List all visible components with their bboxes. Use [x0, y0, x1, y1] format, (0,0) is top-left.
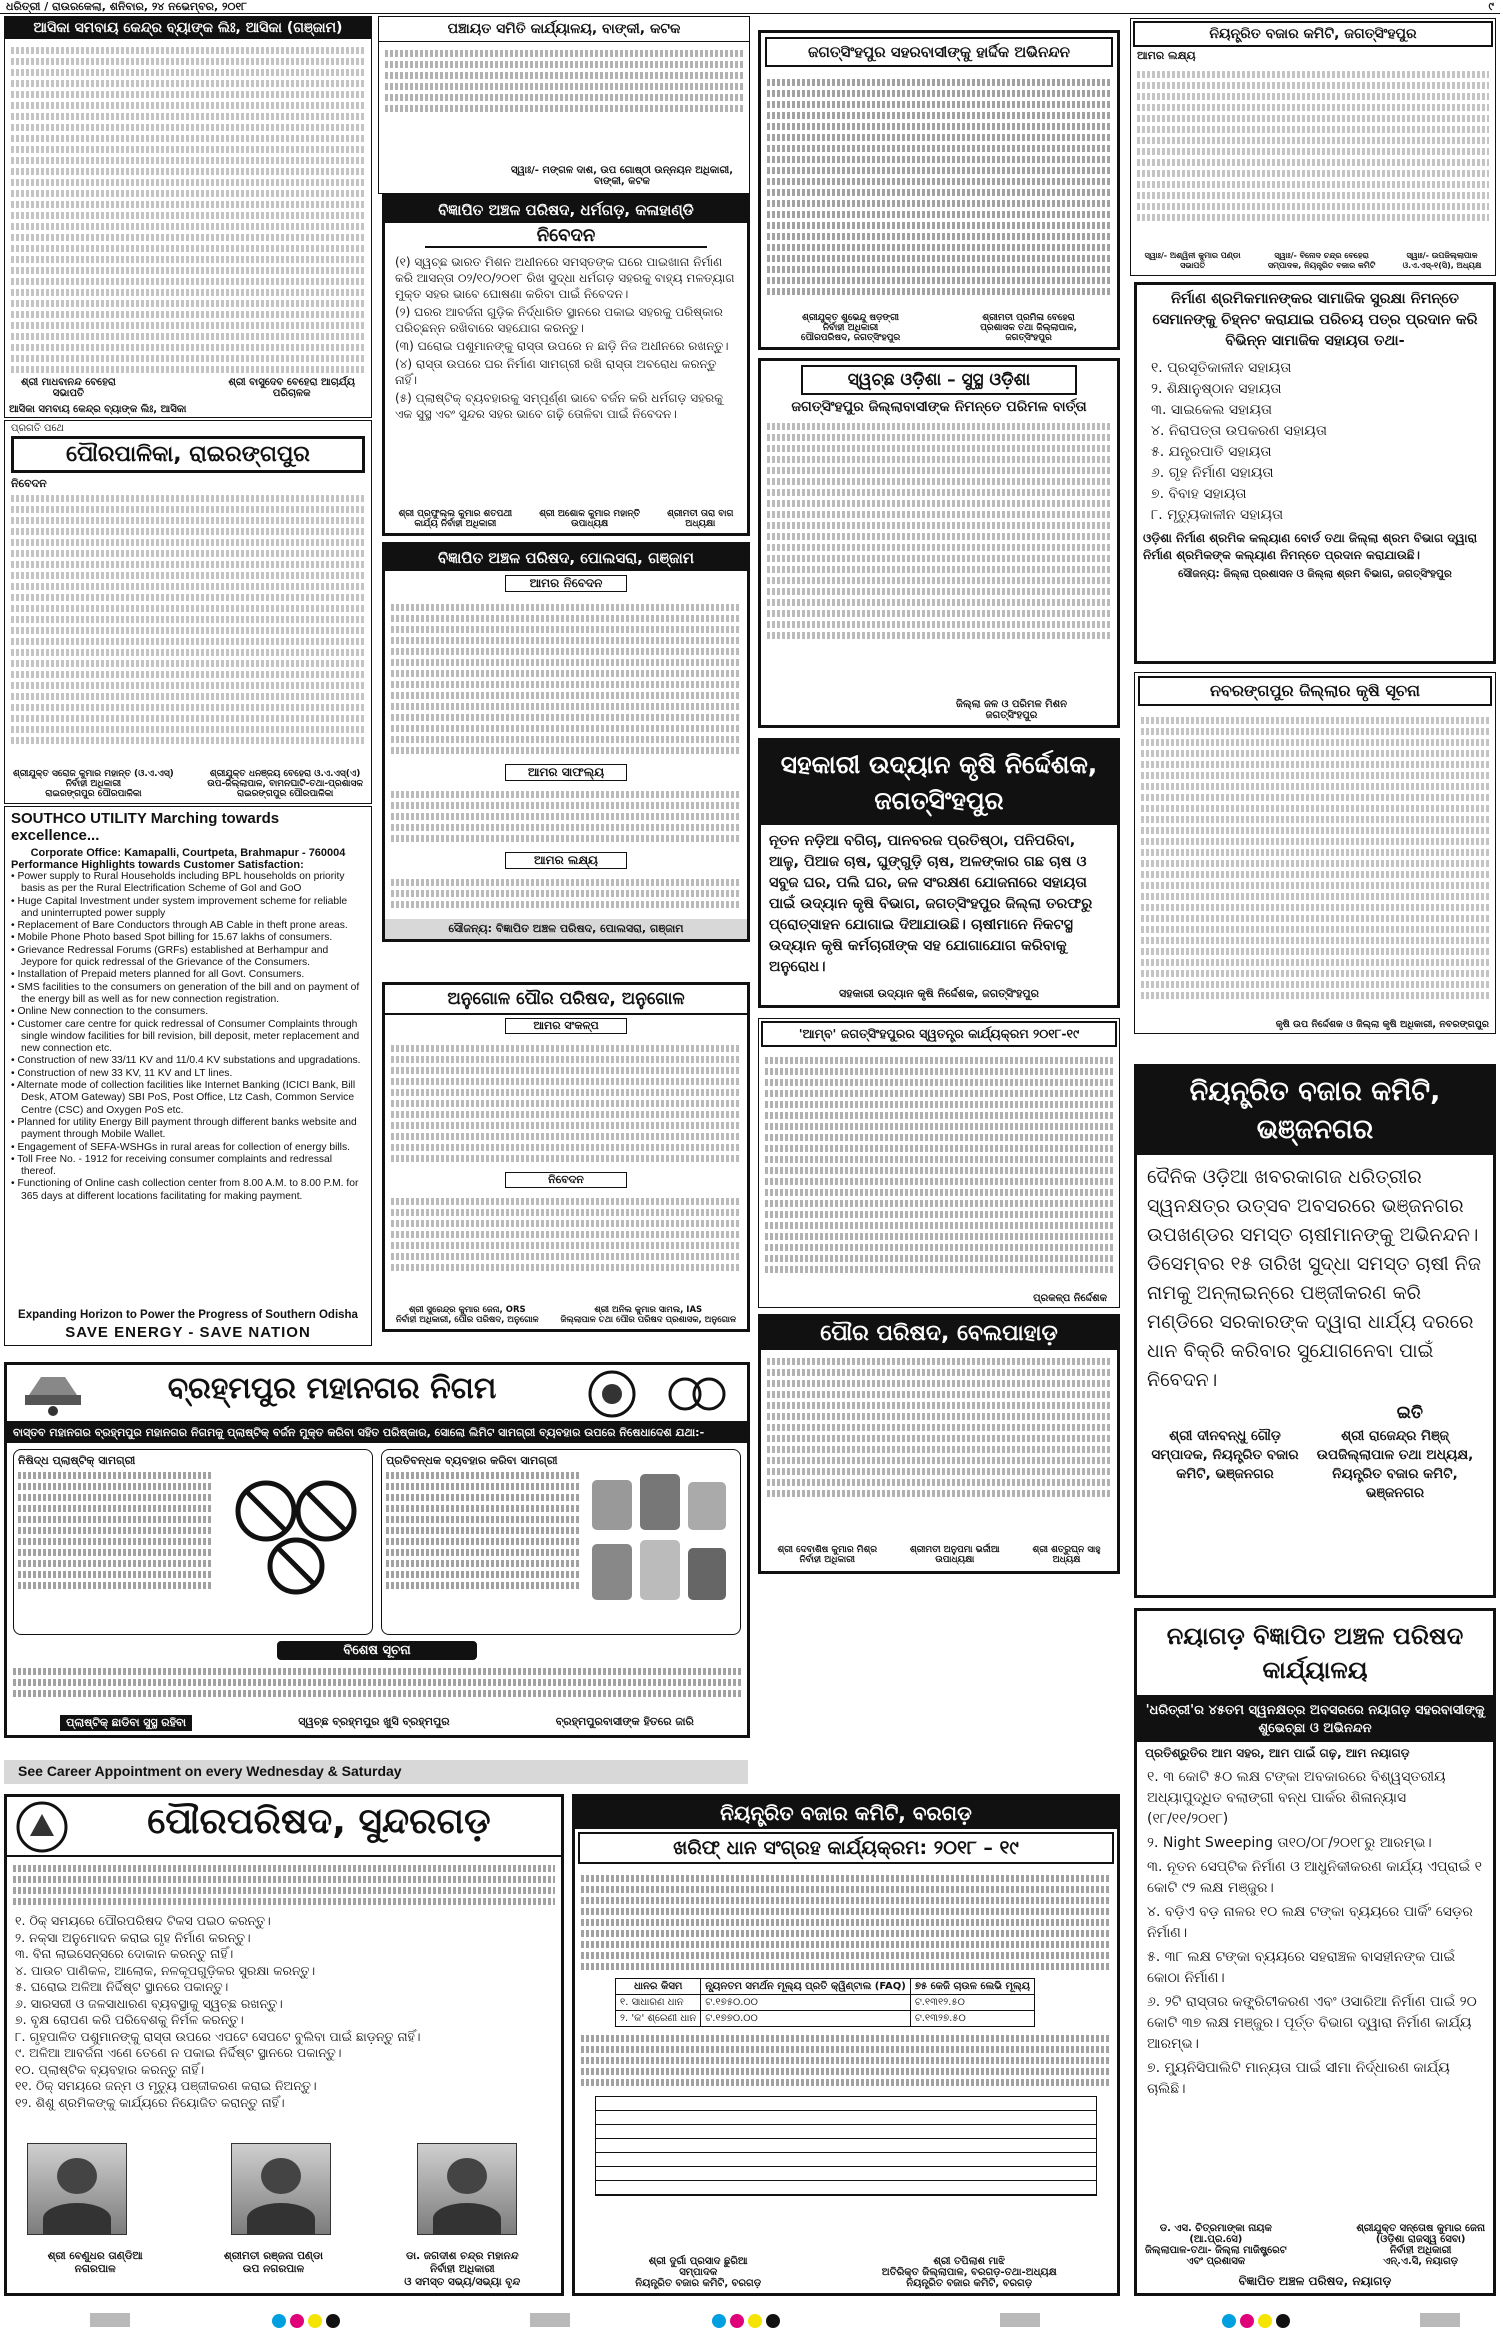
achievement-item: ୭. ମ୍ୟୁନିସିପାଲିଟି ମାନ୍ୟତା ପାଇଁ ସୀମା ନିର୍ଦ୍ଧାରଣ କାର୍ଯ୍ୟ ଚାଲିଛି। [1147, 2060, 1450, 2097]
highlight-item: • Planned for utility Energy Bill payment through different banks website and payment through Mobile Wallet. [11, 1116, 357, 1141]
ad-title: 'ଆମ୍ବ' ଜଗତ୍ସିଂହପୁରର ସ୍ୱତନ୍ତ୍ର କାର୍ଯ୍ୟକ୍ରମ ୨୦୧୮-୧୯ [761, 1021, 1117, 1047]
ad-title: ବିଜ୍ଞାପିତ ଅଞ୍ଚଳ ପରିଷଦ, ଧର୍ମଗଡ଼, କଳାହାଣ୍ଡି [385, 197, 747, 223]
person-2: ଶ୍ରୀମତୀ ରଞ୍ଜନା ପଣ୍ଡା ଉପ ନଗରପାଳ [223, 2250, 324, 2275]
assistance-list [1137, 356, 1493, 528]
ad-body: ନୂତନ ନଡ଼ିଆ ବଗିଚା, ପାନବରଜ ପ୍ରତିଷ୍ଠା, ପନିପରିବା, ଆଳୁ, ପିଆଜ ଚାଷ, ଘୁଙ୍ଗୁଡ଼ି ଚାଷ, ଅଳଙ୍କାର ଗଛ ଚାଷ ଓ ସବୁଜ ଘର, ପଲି ଘର, ଜଳ ସଂରକ୍ଷଣ ଯୋଜନାରେ ସହାୟତା ପାଇଁ ଉଦ୍ୟାନ କୃଷି ବିଭାଗ, ଜଗତ୍ସିଂହପୁର ଜିଲ୍ଲା ତରଫରୁ ପ୍ରୋତ୍ସାହନ ଯୋଗାଇ ଦିଆଯାଉଛି। ଚାଷୀମାନେ ନିକଟସ୍ଥ ଉଦ୍ୟାନ କୃଷି କର୍ମଚାରୀଙ୍କ ସହ ଯୋଗାଯୋଗ କରିବାକୁ ଅନୁରୋଧ। [769, 833, 1093, 975]
ad-slogan: SAVE ENERGY - SAVE NATION [65, 1324, 311, 1341]
page-number: ୯ [1488, 0, 1494, 13]
section-heading: ପ୍ରତିବନ୍ଧକ ବ୍ୟବହାର କରିବା ସାମଗ୍ରୀ [386, 1454, 558, 1467]
ad-horticulture [758, 738, 1120, 1008]
highlight-item: • Online New connection to the consumers. [11, 1006, 209, 1018]
achievement-item: ୩. ନୂତନ ସେପ୍ଟିକ ନିର୍ମାଣ ଓ ଆଧୁନିକୀକରଣ କାର୍ଯ୍ୟ ଏପ୍ରାଇଁ ୧ କୋଟି ୯୨ ଲକ୍ଷ ମଞ୍ଜୁର। [1147, 1859, 1482, 1896]
table-header: ନ୍ୟୂନତମ ସମର୍ଥନ ମୂଲ୍ୟ ପ୍ରତି କ୍ୱିଣ୍ଟାଲ (FAQ) [701, 1979, 911, 1995]
notice-item: (୫) ପ୍ଲାଷ୍ଟିକ୍ ବ୍ୟବହାରକୁ ସମ୍ପୂର୍ଣ୍ଣ ଭାବେ ବର୍ଜନ କରି ଧର୍ମଗଡ଼ ସହରକୁ ଏକ ସୁସ୍ଥ ଏବଂ ସୁନ୍ଦର ସହର ଭାବେ ଗଢ଼ି ତୋଳିବା ପାଇଁ ନିବେଦନ। [395, 391, 724, 421]
ad-title: ବ୍ରହ୍ମପୁର ମହାନଗର ନିଗମ [167, 1371, 497, 1406]
achievements-list [1137, 1765, 1493, 2105]
ad-title: ନିୟନ୍ତ୍ରିତ ବଜାର କମିଟି, ବରଗଡ଼ [575, 1797, 1117, 1829]
table-row [616, 1995, 1035, 2011]
footer-slogan-mid: ସ୍ୱଚ୍ଛ ବ୍ରହ୍ମପୁର ଖୁସି ବ୍ରହ୍ମପୁର [298, 1715, 450, 1728]
ad-title: ନିୟନ୍ତ୍ରିତ ବଜାର କମିଟି, ଜଗତ୍ସିଂହପୁର [1133, 21, 1493, 47]
paper-info: ଧରିତ୍ରୀ / ରାଉରକେଲା, ଶନିବାର, ୨୪ ନଭେମ୍ବର, ୨୦୧୮ [6, 0, 247, 13]
print-registration-marks [0, 2310, 1500, 2330]
highlight-item: • SMS facilities to the consumers on generation of the bill and on payment of the energy bill as well as for new connection registration. [11, 981, 360, 1005]
signature-right: ଶ୍ରୀ ବାସୁଦେବ ବେହେରା ଆଚାର୍ଯ୍ୟ ପରିଚାଳକ [228, 377, 355, 399]
ad-swachh-odisha [758, 358, 1120, 728]
ad-body [5, 39, 371, 381]
achievement-item: ୧. ୩ କୋଟି ୫୦ ଲକ୍ଷ ଟଙ୍କା ଅବକାରରେ ବିଶ୍ୱସ୍ତରୀୟ ଅଧ୍ୟାପୁଦ୍ଧିତ ବଲାଙ୍ଗୀ ବନ୍ଧ ପାର୍କର ଶିଳାନ୍ୟାସ (୧୮/୧୧/୨୦୧୮) [1147, 1769, 1446, 1827]
ad-title: ପୌର ପରିଷଦ, ବେଲପାହାଡ଼ [761, 1317, 1117, 1350]
table-cell: ଟ.୧୩୨୭.୫୦ [910, 2011, 1034, 2027]
notice-item: ୫. ଘରୋଇ ଅଳିଆ ନିର୍ଦ୍ଦିଷ୍ଟ ସ୍ଥାନରେ ପକାନ୍ତୁ। [15, 1979, 229, 1994]
notice-item: (୪) ରାସ୍ତା ଉପରେ ଘର ନିର୍ମାଣ ସାମଗ୍ରୀ ରଖି ରାସ୍ତା ଅବରୋଧ କରନ୍ତୁ ନାହିଁ। [395, 357, 717, 387]
notice-item: ୩. ବିନା ଲାଇସେନ୍ସରେ ଦୋକାନ କରନ୍ତୁ ନାହିଁ। [15, 1946, 234, 1961]
signature-1: ସ୍ୱାଃ/- ଅଶ୍ୱିନୀ କୁମାର ପଣ୍ଡା ସଭାପତି [1144, 251, 1241, 270]
ad-aama-program [758, 1018, 1120, 1308]
career-mid: on every [184, 1763, 243, 1779]
table-header: ୭୫ କେଜି ଚାଉଳ ଲେଭି ମୂଲ୍ୟ [910, 1979, 1034, 1995]
table-row [616, 2011, 1035, 2027]
section-heading: ବିଶେଷ ସୂଚନା [277, 1641, 477, 1660]
notice-item: ୪. ପାଉଚ ପାଣିକଳ, ଆଲୋକ, ନଳକୂପଗୁଡ଼ିକର ସୁରକ୍ଷା କରନ୍ତୁ। [15, 1962, 316, 1978]
assistance-item: ୬. ଗୃହ ନିର୍ମାଣ ସହାୟତା [1151, 465, 1274, 481]
assistance-item: ୧. ପ୍ରସୂତିକାଳୀନ ସହାୟତା [1151, 360, 1292, 376]
photo-1 [27, 2143, 127, 2235]
signature-3: ଶ୍ରୀମତୀ ତାରା ବାଗ ଅଧ୍ୟକ୍ଷା [667, 509, 734, 529]
ad-footer: ସହକାରୀ ଉଦ୍ୟାନ କୃଷି ନିର୍ଦ୍ଦେଶକ, ଜଗତ୍ସିଂହପୁର [838, 987, 1039, 1000]
notice-item: ୬. ସାରସରୀ ଓ ଜଳସାଧାରଣ ବ୍ୟବସ୍ଥାକୁ ସ୍ୱଚ୍ଛ ରଖନ୍ତୁ। [15, 1995, 283, 2011]
highlight-item: • Installation of Prepaid meters planned for all Govt. Consumers. [11, 969, 305, 981]
masthead [0, 0, 1500, 14]
alternative-items-icon [584, 1470, 734, 1620]
ad-footer: କୃଷି ଉପ ନିର୍ଦ୍ଦେଶକ ଓ ଜିଲ୍ଲା କୃଷି ଅଧିକାରୀ, ନବରଙ୍ଗପୁର [1275, 1019, 1489, 1030]
ad-footer: ବିଜ୍ଞାପିତ ଅଞ୍ଚଳ ପରିଷଦ, ନୟାଗଡ଼ [1238, 2274, 1392, 2288]
cyan-dot [272, 2314, 286, 2328]
notice-item: ୨. ନକ୍ସା ଅନୁମୋଦନ କରାଇ ଗୃହ ନିର୍ମାଣ କରନ୍ତୁ। [15, 1929, 251, 1945]
section-heading: ଆମର ସଂକଳ୍ପ [505, 1018, 627, 1034]
ad-highlights-head: Performance Highlights towards Customer Satisfaction: [11, 859, 304, 871]
table-cell: ଟ.୧୭୭୦.୦୦ [701, 2011, 911, 2027]
footer-slogan-right: ବ୍ରହ୍ମପୁରବାସୀଙ୍କ ହିତରେ ଜାରି [555, 1715, 694, 1728]
signature-left: ଶ୍ରୀଯୁକ୍ତ ସରୋଜ କୁମାର ମହାନ୍ତ (ଓ.ଏ.ଏସ୍) ନିର୍ବାହୀ ଅଧିକାରୀ ରାଇରଙ୍ଗପୁର ପୌରପାଳିକା [13, 769, 174, 799]
signature-right: ଶ୍ରୀଯୁକ୍ତ ସନ୍ତୋଷ କୁମାର ଜେନା (ଓଡ଼ିଶା ରାଜସ୍ୱ ସେବା) ନିର୍ବାହୀ ଅଧିକାରୀ ଏନ୍.ଏ.ସି, ନୟାଗଡ଼ [1356, 2223, 1485, 2267]
section-heading: ନିଷିଦ୍ଧ ପ୍ଲାଷ୍ଟିକ୍ ସାମଗ୍ରୀ [18, 1454, 136, 1467]
signature-right: ଶ୍ରୀ ଅନିଲ କୁମାର ସାମଲ, IAS ଜିଲ୍ଲାପାଳ ତଥା ପୌର ପରିଷଦ ପ୍ରଶାସକ, ଅନୁଗୋଳ [560, 1305, 737, 1325]
section-heading: ନିବେଦନ [505, 1172, 627, 1188]
notice-item: ୧. ଠିକ୍ ସମୟରେ ପୌରପରିଷଦ ଟିକସ ପଇଠ କରନ୍ତୁ। [15, 1913, 271, 1928]
cyan-dot [712, 2314, 726, 2328]
ad-rairangpur [4, 420, 372, 804]
ad-title: ଜଗତ୍ସିଂହପୁର ସହରବାସୀଙ୍କୁ ହାର୍ଦ୍ଦିକ ଅଭିନନ୍ଦନ [765, 37, 1113, 67]
assistance-item: ୫. ଯନ୍ତ୍ରପାତି ସହାୟତା [1151, 444, 1272, 460]
price-table [615, 1978, 1035, 2027]
career-strip [4, 1760, 748, 1784]
magenta-dot [1240, 2314, 1254, 2328]
ad-signature: ସ୍ୱାଃ/- ମଙ୍ଗଳ ଦାଶ, ଉପ ଗୋଷ୍ଠୀ ଉନ୍ନୟନ ଅଧିକାରୀ, ବାଙ୍କୀ, କଟକ [510, 165, 733, 187]
assistance-item: ୨. ଶିକ୍ଷାନୁଷ୍ଠାନ ସହାୟତା [1151, 381, 1282, 397]
highlight-item: • Toll Free No. - 1912 for receiving consumer complaints and redressal thereof. [11, 1153, 333, 1178]
ad-subtitle: ଆମର ଲକ୍ଷ୍ୟ [1137, 49, 1196, 62]
ad-bargarh [572, 1794, 1120, 2296]
highlights-list [5, 871, 371, 1203]
assistance-item: ୩. ସାଇକେଲ ସହାୟତା [1151, 402, 1273, 418]
achievement-item: ୬. ୨ଟି ରାସ୍ତାର କଙ୍କ୍ରିଟୀକରଣ ଏବଂ ଓସାରିଆ ନିର୍ମାଣ ପାଇଁ ୨୦ କୋଟି ୩୭ ଲକ୍ଷ ମଞ୍ଜୁର। ପୂର୍ତ୍ତ ବିଭାଗ ଦ୍ୱାରା ନିର୍ମାଣ କାର୍ଯ୍ୟ ଆରମ୍ଭ। [1147, 1994, 1477, 2052]
notice-item: ୮. ଗୃହପାଳିତ ପଶୁମାନଙ୍କୁ ରାସ୍ତା ଉପରେ ଏପଟେ ସେପଟେ ବୁଲିବା ପାଇଁ ଛାଡ଼ନ୍ତୁ ନାହିଁ। [15, 2028, 421, 2044]
ad-title: ସହକାରୀ ଉଦ୍ୟାନ କୃଷି ନିର୍ଦ୍ଦେଶକ, ଜଗତ୍ସିଂହପୁର [761, 741, 1117, 825]
ad-bazaar-jagatsinghpur [1130, 18, 1496, 276]
achievement-item: ୨. Night Sweeping ତା୧୦/୦୮/୨୦୧୮ରୁ ଆରମ୍ଭ। [1147, 1835, 1432, 1851]
ad-footer: ସୌଜନ୍ୟ: ବିଜ୍ଞାପିତ ଅଞ୍ଚଳ ପରିଷଦ, ପୋଲସରା, ଗଞ୍ଜାମ [385, 919, 747, 939]
highlight-item: • Functioning of Online cash collection center from 8.00 A.M. to 8.00 P.M. for 365 days at different locations facilitating for making payment. [11, 1178, 359, 1202]
highlight-item: • Grievance Redressal Forums (GRFs) established at Berhampur and Jeypore for quick redressal of the Grievance of the Consumers. [11, 944, 329, 969]
person-1: ଶ୍ରୀ ବେଣୁଧର ତାଣ୍ଡିଆ ନଗରପାଳ [47, 2250, 143, 2275]
ad-southco [4, 806, 372, 1346]
section-heading: ଆମର ଲକ୍ଷ୍ୟ [505, 852, 627, 869]
signature-right: ଶ୍ରୀ ରାଜେନ୍ଦ୍ର ମିଞ୍ଜ୍ ଉପଜିଲ୍ଲାପାଳ ତଥା ଅଧ୍ୟକ୍ଷ, ନିୟନ୍ତ୍ରିତ ବଜାର କମିଟି, ଭଞ୍ଜନଗର [1316, 1428, 1474, 1501]
career-label: Career Appointment [46, 1763, 181, 1779]
ad-iti: ଇତି [1396, 1403, 1423, 1423]
signature-3: ସ୍ୱାଃ/- ଉପଜିଲ୍ଲାପାଳ ଓ.ଏ.ଏସ୍-୧(ସି), ଅଧ୍ୟକ୍ଷ [1402, 251, 1482, 270]
ad-title: ପଞ୍ଚାୟତ ସମିତି କାର୍ଯ୍ୟାଳୟ, ବାଙ୍କୀ, କଟକ [379, 17, 749, 42]
highlight-item: • Mobile Phone Photo based Spot billing for 15.67 lakhs of consumers. [11, 932, 333, 944]
ad-title: SOUTHCO UTILITY Marching towards excellence... [11, 810, 280, 844]
notice-item: ୧୨. ଶିଶୁ ଶ୍ରମିକଙ୍କୁ କାର୍ଯ୍ୟରେ ନିୟୋଜିତ କରାନ୍ତୁ ନାହିଁ। [15, 2094, 285, 2110]
ad-subtitle: ନିବେଦନ [425, 225, 707, 248]
ad-title: ଆସିକା ସମବାୟ କେନ୍ଦ୍ର ବ୍ୟାଙ୍କ ଲିଃ, ଆସିକା (ଗଞ୍ଜାମ) [5, 17, 371, 39]
ad-polsara [382, 542, 750, 942]
photo-2 [231, 2143, 331, 2235]
ad-title: ନିର୍ମାଣ ଶ୍ରମିକମାନଙ୍କର ସାମାଜିକ ସୁରକ୍ଷା ନିମନ୍ତେ ସେମାନଙ୍କୁ ଚିହ୍ନଟ କରାଯାଇ ପରିଚୟ ପତ୍ର ପ୍ରଦାନ କରି ବିଭିନ୍ନ ସାମାଜିକ ସହାୟତା ତଥା- [1152, 291, 1478, 349]
signature-left: ଶ୍ରୀଯୁକ୍ତ ଶୁଭେନ୍ଦୁ ଷଡ଼ଙ୍ଗୀ ନିର୍ବାହୀ ଅଧିକାରୀ ପୌରପରିଷଦ, ଜଗତ୍ସିଂହପୁର [800, 313, 901, 343]
ad-brahmapur-corporation [4, 1362, 750, 1738]
ad-footer: ପ୍ରକଳ୍ପ ନିର୍ଦ୍ଦେଶକ [1033, 1293, 1107, 1304]
ad-labour-welfare [1134, 282, 1496, 664]
ad-banner: ବାସ୍ତବ ମହାନଗର ବ୍ରହ୍ମପୁର ମହାନଗର ନିଗମକୁ ପ୍ଲାଷ୍ଟିକ୍ ବର୍ଜନ ମୁକ୍ତ କରିବା ସହିତ ପରିଷ୍କାର, ସୋଲୋ ଲିମିଟ ସାମଗ୍ରୀ ବ୍ୟବହାର ଉପରେ ନିଷେଧାଦେଶ ଯଥା:- [7, 1423, 747, 1443]
ad-title: ବିଜ୍ଞାପିତ ଅଞ୍ଚଳ ପରିଷଦ, ପୋଲସରା, ଗଞ୍ଜାମ [385, 545, 747, 571]
table-cell: ଟ.୧୩୧୨.୫୦ [910, 1995, 1034, 2011]
ad-office: Corporate Office: Kamapalli, Courtpeta, Brahmapur - 760004 [30, 847, 346, 859]
notice-item: ୧୦. ପ୍ଲାଷ୍ଟିକ ବ୍ୟବହାର କରନ୍ତୁ ନାହିଁ। [15, 2061, 205, 2077]
signature-2: ସ୍ୱାଃ/- ବିନୋଦ ଚନ୍ଦ୍ର ବେହେରା ସମ୍ପାଦକ, ନିୟନ୍ତ୍ରିତ ବଜାର କମିଟି [1267, 251, 1376, 270]
ad-title: ସ୍ୱଚ୍ଛ ଓଡ଼ିଶା – ସୁସ୍ଥ ଓଡ଼ିଶା [801, 365, 1077, 395]
notice-item: ୭. ବୃକ୍ଷ ରୋପଣ କରି ପରିବେଶକୁ ନିର୍ମଳ କରନ୍ତୁ। [15, 2012, 244, 2027]
highlight-item: • Engagement of SEFA-WSHGs in rural areas for collection of energy bills. [11, 1141, 350, 1153]
assistance-item: ୪. ନିରାପତ୍ତା ଉପକରଣ ସହାୟତା [1151, 423, 1327, 439]
highlight-item: • Construction of new 33 KV, 11 KV and LT lines. [11, 1067, 233, 1079]
magenta-dot [730, 2314, 744, 2328]
signature-right: ଶ୍ରୀ ତପିଲାଶ ମାଝି ଅତିରିକ୍ତ ଜିଲ୍ଲାପାଳ, ବରଗଡ଼-ତଥା-ଅଧ୍ୟକ୍ଷ ନିୟନ୍ତ୍ରିତ ବଜାର କମିଟି, ବରଗଡ଼ [881, 2256, 1057, 2289]
swachh-bharat-logo-icon [667, 1369, 727, 1419]
ad-tagline: ପ୍ରତିଶ୍ରୁତିର ଆମ ସହର, ଆମ ପାଇଁ ଗଢ଼, ଆମ ନୟାଗଡ଼ [1145, 1746, 1410, 1760]
black-dot [326, 2314, 340, 2328]
magenta-dot [290, 2314, 304, 2328]
yellow-dot [308, 2314, 322, 2328]
highlight-item: • Customer care centre for quick redressal of Consumer Complaints through single window facilities for bill revision, bill deposit, meter replacement and new connection etc. [11, 1018, 360, 1055]
ad-subtitle: 'ଧରିତ୍ରୀ'ର ୪୫ତମ ସ୍ୱନକ୍ଷତ୍ର ଅବସରରେ ନୟାଗଡ଼ ସହରବାସୀଙ୍କୁ ଶୁଭେଚ୍ଛା ଓ ଅଭିନନ୍ଦନ [1137, 1698, 1493, 1742]
ad-title: ନିୟନ୍ତ୍ରିତ ବଜାର କମିଟି, ଭଞ୍ଜନଗର [1137, 1067, 1493, 1155]
assistance-item: ୭. ବିବାହ ସହାୟତା [1151, 486, 1247, 502]
signature-right: ଶ୍ରୀଯୁକ୍ତ ଧନଞ୍ଜୟ ବେହେରା ଓ.ଏ.ଏସ୍(ଏ) ଉପ-ଜିଲ୍ଲାପାଳ, ବାମନଘାଟି-ତଥା-ପ୍ରଶାସକ ରାଇରଙ୍ଗପୁର ପୌରପାଳିକା [207, 769, 363, 799]
notice-list [385, 250, 747, 428]
section-heading: ଆମର ସାଫଲ୍ୟ [505, 764, 627, 781]
yellow-dot [748, 2314, 762, 2328]
ad-dharmagarh [382, 194, 750, 536]
signature-right: ଶ୍ରୀମତୀ ପ୍ରମିଳା ବେହେରା ପ୍ରଶାସକ ତଥା ଜିଲ୍ଲାପାଳ, ଜଗତ୍ସିଂହପୁର [980, 313, 1078, 343]
municipality-logo-icon [15, 1800, 69, 1854]
notice-item: ୧୧. ଠିକ୍ ସମୟରେ ଜନ୍ମ ଓ ମୃତ୍ୟୁ ପଞ୍ଜୀକରଣ କରାଇ ନିଅନ୍ତୁ। [15, 2078, 317, 2093]
ad-tag: ପ୍ରଗତି ପଥେ [11, 423, 65, 434]
signature-1: ଶ୍ରୀ ପ୍ରଫୁଲ୍ଲ କୁମାର ଶତପଥୀ କାର୍ଯ୍ୟ ନିର୍ବାହୀ ଅଧିକାରୀ [398, 509, 513, 529]
ad-bhanjanagar [1134, 1064, 1496, 1598]
ad-title: ଅନୁଗୋଳ ପୌର ପରିଷଦ, ଅନୁଗୋଳ [385, 985, 747, 1015]
notice-item: (୧) ସ୍ୱଚ୍ଛ ଭାରତ ମିଶନ ଅଧୀନରେ ସମସ୍ତଙ୍କ ଘରେ ପାଇଖାନା ନିର୍ମାଣ କରି ଆସନ୍ତା ୦୨/୧୦/୨୦୧୮ ରିଖ ସୁଦ୍ଧା ଧର୍ମଗଡ଼ ସହରକୁ ବାହ୍ୟ ମଳତ୍ୟାଗ ମୁକ୍ତ ସହର ଭାବେ ଘୋଷଣା କରିବା ପାଇଁ ନିବେଦନ। [395, 255, 735, 301]
ad-title: ପୌରପରିଷଦ, ସୁନ୍ଦରଗଡ଼ [147, 1801, 491, 1842]
signature-left: ଶ୍ରୀ ସୁରେନ୍ଦ୍ର କୁମାର ଜେନା, ORS ନିର୍ବାହୀ ଅଧିକାରୀ, ପୌର ପରିଷଦ, ଅନୁଗୋଳ [395, 1305, 539, 1325]
ad-tagline: Expanding Horizon to Power the Progress of Southern Odisha [18, 1309, 358, 1321]
ad-nabarangpur [1134, 672, 1496, 1034]
signature-left: ଶ୍ରୀ ଦୀନବନ୍ଧୁ ଗୌଡ଼ ସମ୍ପାଦକ, ନିୟନ୍ତ୍ରିତ ବଜାର କମିଟି, ଭଞ୍ଜନଗର [1151, 1428, 1299, 1482]
signature-1: ଶ୍ରୀ ଦେବାଶିଷ କୁମାର ମିଶ୍ର ନିର୍ବାହୀ ଅଧିକାରୀ [777, 1545, 878, 1565]
notice-item: (୨) ଘରର ଆବର୍ଜନା ଗୁଡ଼ିକ ନିର୍ଦ୍ଧାରିତ ସ୍ଥାନରେ ପକାଇ ସହରକୁ ପରିଷ୍କାର ପରିଚ୍ଛନ୍ନ ରଖିବାରେ ସହଯୋଗ କରନ୍ତୁ। [395, 305, 723, 335]
signature-3: ଶ୍ରୀ ଶତ୍ରୁଘ୍ନ ସାହୁ ଅଧ୍ୟକ୍ଷ [1032, 1545, 1101, 1565]
ad-subtitle: ନିବେଦନ [11, 477, 47, 490]
ad-note: ଓଡ଼ିଶା ନିର୍ମାଣ ଶ୍ରମିକ କଲ୍ୟାଣ ବୋର୍ଡ ତଥା ଜିଲ୍ଲା ଶ୍ରମ ବିଭାଗ ଦ୍ୱାରା ନିର୍ମାଣ ଶ୍ରମିକଙ୍କ କଲ୍ୟାଣ ନିମନ୍ତେ ପ୍ରଦାନ କରାଯାଉଛି। [1143, 531, 1478, 562]
highlight-item: • Huge Capital Investment under system improvement scheme for reliable and uninterrupted power supply [11, 895, 348, 919]
signature-left: ଶ୍ରୀ ଦୁର୍ଗା ପ୍ରସାଦ ଛୁରିଆ ସମ୍ପାଦକ ନିୟନ୍ତ୍ରିତ ବଜାର କମିଟି, ବରଗଡ଼ [635, 2256, 762, 2289]
achievement-item: ୫. ୩୮ ଲକ୍ଷ ଟଙ୍କା ବ୍ୟୟରେ ସହରାଞ୍ଚଳ ବାସହୀନଙ୍କ ପାଇଁ କୋଠା ନିର୍ମାଣ। [1147, 1949, 1456, 1986]
highlight-item: • Power supply to Rural Households including BPL households on priority basis as per the Rural Electrification Scheme of GoI and GoO [11, 871, 345, 895]
table-header: ଧାନର କିସମ [616, 1979, 701, 1995]
black-dot [766, 2314, 780, 2328]
footer-slogan-left: ପ୍ଲାଷ୍ଟିକ୍ ଛାଡିବା ସୁସ୍ଥ ରହିବା [60, 1715, 192, 1731]
ad-title: ନୟାଗଡ଼ ବିଜ୍ଞାପିତ ଅଞ୍ଚଳ ପରିଷଦ କାର୍ଯ୍ୟାଳୟ [1137, 1611, 1493, 1698]
signature-2: ଶ୍ରୀ ଅଶୋକ କୁମାର ମହାନ୍ତି ଉପାଧ୍ୟକ୍ଷ [539, 509, 641, 529]
corporation-logo-icon [21, 1369, 85, 1419]
quality-table-placeholder [595, 2096, 1097, 2196]
highlight-item: • Replacement of Bare Conductors through AB Cable in theft prone areas. [11, 920, 348, 932]
ad-aska-bank [4, 16, 372, 418]
ad-belpahar [758, 1314, 1120, 1574]
yellow-dot [1258, 2314, 1272, 2328]
ad-title: ନବରଙ୍ଗପୁର ଜିଲ୍ଲାର କୃଷି ସୂଚନା [1138, 676, 1492, 706]
section-heading: ଆମର ନିବେଦନ [505, 575, 627, 592]
career-days: Wednesday & Saturday [246, 1763, 402, 1779]
assistance-item: ୮. ମୃତ୍ୟୁକାଳୀନ ସହାୟତା [1151, 507, 1284, 523]
table-cell: ୧. ସାଧାରଣ ଧାନ [616, 1995, 701, 2011]
person-3: ଡା. ଜଗଦୀଶ ଚନ୍ଦ୍ର ମହାନନ୍ଦ ନିର୍ବାହୀ ଅଧିକାରୀ ଓ ସମସ୍ତ ସଭ୍ୟ/ସଭ୍ୟା ବୃନ୍ଦ [404, 2250, 521, 2288]
highlight-item: • Alternate mode of collection facilities like Internet Banking (ICICI Bank, Bill Desk, ATOM Gateway) SBI PoS, Post Office, Ltz Cash, Common Service Centre (CSC) and Oxygen PoS etc. [11, 1080, 356, 1116]
notice-list [7, 1913, 561, 2111]
ad-sundargarh [4, 1794, 564, 2296]
table-cell: ୨. 'କ' ଶ୍ରେଣୀ ଧାନ [616, 2011, 701, 2027]
highlight-item: • Construction of new 33/11 KV and 11/0.4 KV substations and upgradations. [11, 1055, 361, 1067]
notice-item: ୯. ଅଳିଆ ଆବର୍ଜନା ଏଣେ ତେଣେ ନ ପକାଇ ନିର୍ଦ୍ଦିଷ୍ଟ ସ୍ଥାନରେ ପକାନ୍ତୁ। [15, 2045, 342, 2060]
photo-3 [417, 2143, 517, 2235]
achievement-item: ୪. ବଡ଼ିଏ ବଡ଼ ନାଳର ୧୦ ଲକ୍ଷ ଟଙ୍କା ବ୍ୟୟରେ ପାର୍କିଂ ସେଡ଼ର ନିର୍ମାଣ। [1147, 1904, 1473, 1941]
ad-angul [382, 982, 750, 1332]
ad-footer: ସୌଜନ୍ୟ: ଜିଲ୍ଲା ପ୍ରଶାସନ ଓ ଜିଲ୍ଲା ଶ୍ରମ ବିଭାଗ, ଜଗତ୍ସିଂହପୁର [1178, 568, 1452, 580]
signature-2: ଶ୍ରୀମତୀ ଅନୁପମା ଭର୍ଜୀଆ ଉପାଧ୍ୟକ୍ଷା [909, 1545, 1000, 1565]
career-pre: See [18, 1763, 43, 1779]
ad-subtitle: ଜଗତ୍ସିଂହପୁର ଜିଲ୍ଲାବାସୀଙ୍କ ନିମନ୍ତେ ପରିମଳ ବାର୍ତ୍ତା [791, 399, 1087, 415]
signature-left: ଶ୍ରୀ ମାଧବାନନ୍ଦ ବେହେରା ସଭାପତି [21, 377, 116, 399]
no-plastic-icon [226, 1476, 366, 1596]
ad-title: ପୌରପାଳିକା, ରାଇରଙ୍ଗପୁର [11, 436, 365, 473]
ad-nayagarh [1134, 1608, 1496, 2296]
cyan-dot [1222, 2314, 1236, 2328]
table-cell: ଟ.୧୭୫୦.୦୦ [701, 1995, 911, 2011]
ad-subtitle: ଖରିଫ୍ ଧାନ ସଂଗ୍ରହ କାର୍ଯ୍ୟକ୍ରମ: ୨୦୧୮ – ୧୯ [578, 1832, 1114, 1864]
ad-jagatsinghpur-greetings [758, 30, 1120, 350]
ad-footer: ଆସିକା ସମବାୟ କେନ୍ଦ୍ର ବ୍ୟାଙ୍କ ଲିଃ, ଆସିକା [9, 404, 187, 415]
ad-banki [378, 16, 750, 194]
notice-item: (୩) ଘରୋଇ ପଶୁମାନଙ୍କୁ ରାସ୍ତା ଉପରେ ନ ଛାଡ଼ି ନିଜ ଅଧୀନରେ ରଖନ୍ତୁ। [395, 339, 729, 353]
signature-left: ଡ. ଏସ. ଚିତ୍ରମାଙ୍କା ନାୟକ (ଆ.ପ୍ର.ସେ) ଜିଲ୍ଲାପାଳ-ତଥା- ଜିଲ୍ଲା ମାଜିଷ୍ଟ୍ରେଟ ଏବଂ ପ୍ରଶାସକ [1145, 2223, 1287, 2267]
ad-footer: ଜିଲ୍ଲା ଜଳ ଓ ପରିମଳ ମିଶନ ଜଗତ୍ସିଂହପୁର [955, 699, 1067, 721]
black-dot [1276, 2314, 1290, 2328]
emblem-icon [587, 1369, 637, 1419]
ad-body: ଦୈନିକ ଓଡ଼ିଆ ଖବରକାଗଜ ଧରିତ୍ରୀର ସ୍ୱନକ୍ଷତ୍ର ଉତ୍ସବ ଅବସରରେ ଭଞ୍ଜନଗର ଉପଖଣ୍ଡର ସମସ୍ତ ଚାଷୀମାନଙ୍କୁ ଅଭିନନ୍ଦନ। ଡିସେମ୍ବର ୧୫ ତାରିଖ ସୁଦ୍ଧା ସମସ୍ତ ଚାଷୀ ନିଜ ନାମକୁ ଅନ୍ଲାଇନ୍ରେ ପଞ୍ଜୀକରଣ କରି ମଣ୍ଡିରେ ସରକାରଙ୍କ ଦ୍ୱାରା ଧାର୍ଯ୍ୟ ଦରରେ ଧାନ ବିକ୍ରି କରିବାର ସୁଯୋଗନେବା ପାଇଁ ନିବେଦନ। [1147, 1166, 1481, 1391]
